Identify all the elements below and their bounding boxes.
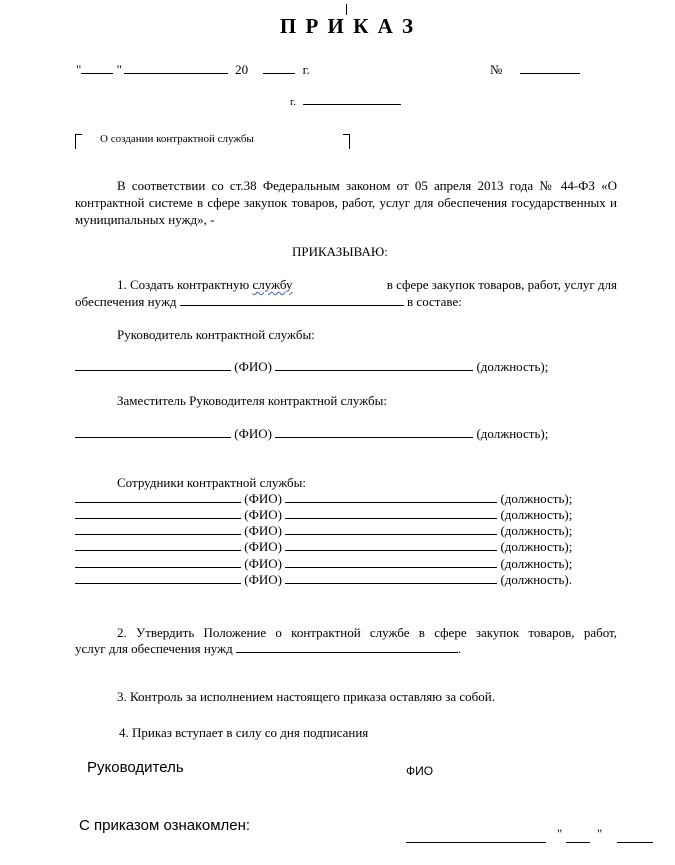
staff-name-field[interactable] [75, 517, 241, 519]
staff-row [75, 556, 572, 572]
item4: 4. Приказ вступает в силу со дня подписания [119, 725, 369, 740]
item2-line1: 2. Утвердить Положение о контрактной службе в сфере закупок товаров, работ, [117, 625, 617, 640]
head-row [75, 359, 548, 375]
document-title: П Р И К А З [279, 14, 416, 38]
order-word: ПРИКАЗЫВАЮ: [292, 244, 388, 259]
number-label: № [490, 62, 503, 77]
acquainted-label: С приказом ознакомлен: [79, 817, 251, 834]
staff-row [75, 507, 572, 523]
acquainted-month-field[interactable] [617, 842, 653, 843]
item3: 3. Контроль за исполнением настоящего приказа оставляю за собой. [117, 689, 495, 704]
fio-label: (ФИО) [244, 572, 282, 587]
fio-label: (ФИО) [244, 523, 282, 538]
position-label: (должность); [476, 426, 549, 441]
head-label: Руководитель контрактной службы: [117, 327, 315, 342]
fio-label: (ФИО) [244, 556, 282, 571]
staff-position-field[interactable] [285, 549, 497, 551]
item1-line2 [75, 294, 462, 310]
deputy-name-field[interactable] [75, 436, 231, 438]
position-label: (должность); [500, 539, 573, 554]
item2-line2-start: услуг для обеспечения нужд [75, 641, 233, 656]
fio-label: (ФИО) [234, 426, 272, 441]
fio-label: (ФИО) [234, 359, 272, 374]
deputy-position-field[interactable] [275, 436, 473, 438]
staff-position-field[interactable] [285, 517, 497, 519]
day-field[interactable] [81, 72, 113, 74]
staff-row [75, 491, 572, 507]
staff-position-field[interactable] [285, 566, 497, 568]
preamble-paragraph: В соответствии со ст.38 Федеральным законом от 05 апреля 2013 года № 44-ФЗ «О контрактной системе в сфере закупок товаров, работ, услуг для обеспечения государственных и муниципальных нужд», - [75, 178, 617, 227]
staff-row [75, 523, 572, 539]
fio-label: (ФИО) [244, 491, 282, 506]
position-label: (должность); [500, 523, 573, 538]
item1-line2-end: в составе: [407, 294, 462, 309]
staff-name-field[interactable] [75, 501, 241, 503]
item1-part2: в сфере закупок товаров, работ, услуг для [386, 277, 617, 292]
staff-row [75, 572, 572, 588]
city-row [290, 96, 401, 108]
year-prefix: 20 [235, 62, 249, 77]
month-field[interactable] [124, 72, 228, 74]
staff-name-field[interactable] [75, 549, 241, 551]
acquainted-day-field[interactable] [566, 842, 590, 843]
position-label: (должность); [500, 556, 573, 571]
item1-line2-start: обеспечения нужд [75, 294, 177, 309]
staff-position-field[interactable] [285, 501, 497, 503]
staff-name-field[interactable] [75, 582, 241, 584]
deputy-label: Заместитель Руководителя контрактной службы: [117, 393, 387, 408]
item1-wavy-word: службу [252, 277, 293, 292]
staff-name-field[interactable] [75, 533, 241, 535]
acquainted-quote-open: " [557, 826, 563, 841]
date-row [76, 62, 310, 78]
quote-open: " [76, 62, 82, 77]
fio-label: (ФИО) [244, 539, 282, 554]
needs-field[interactable] [180, 304, 404, 306]
acquainted-signature-field[interactable] [406, 842, 546, 843]
acquainted-quote-close: " [597, 826, 603, 841]
item1-part1: 1. Создать контрактную [117, 277, 250, 292]
approve-needs-field[interactable] [236, 651, 458, 653]
fio-label: (ФИО) [244, 507, 282, 522]
year-suffix: г. [302, 62, 310, 77]
position-label: (должность). [500, 572, 572, 587]
staff-position-field[interactable] [285, 533, 497, 535]
bracket-left [75, 134, 82, 149]
subject-text: О создании контрактной службы [100, 133, 254, 145]
staff-name-field[interactable] [75, 566, 241, 568]
city-prefix: г. [290, 96, 297, 108]
position-label: (должность); [500, 507, 573, 522]
staff-position-field[interactable] [285, 582, 497, 584]
year-field[interactable] [263, 72, 295, 74]
bracket-right [343, 134, 350, 149]
staff-row [75, 539, 572, 555]
signature-fio: ФИО [406, 764, 434, 778]
head-position-field[interactable] [275, 369, 473, 371]
item2-line2 [75, 641, 461, 657]
head-name-field[interactable] [75, 369, 231, 371]
staff-label: Сотрудники контрактной службы: [117, 475, 306, 490]
city-field[interactable] [303, 103, 401, 105]
item2-line2-end: . [457, 641, 462, 656]
number-field[interactable] [520, 72, 580, 74]
signature-head: Руководитель [87, 759, 184, 776]
quote-close: " [116, 62, 122, 77]
item1-line1 [75, 277, 617, 293]
number-row [490, 62, 580, 78]
deputy-row [75, 426, 548, 442]
position-label: (должность); [500, 491, 573, 506]
position-label: (должность); [476, 359, 549, 374]
